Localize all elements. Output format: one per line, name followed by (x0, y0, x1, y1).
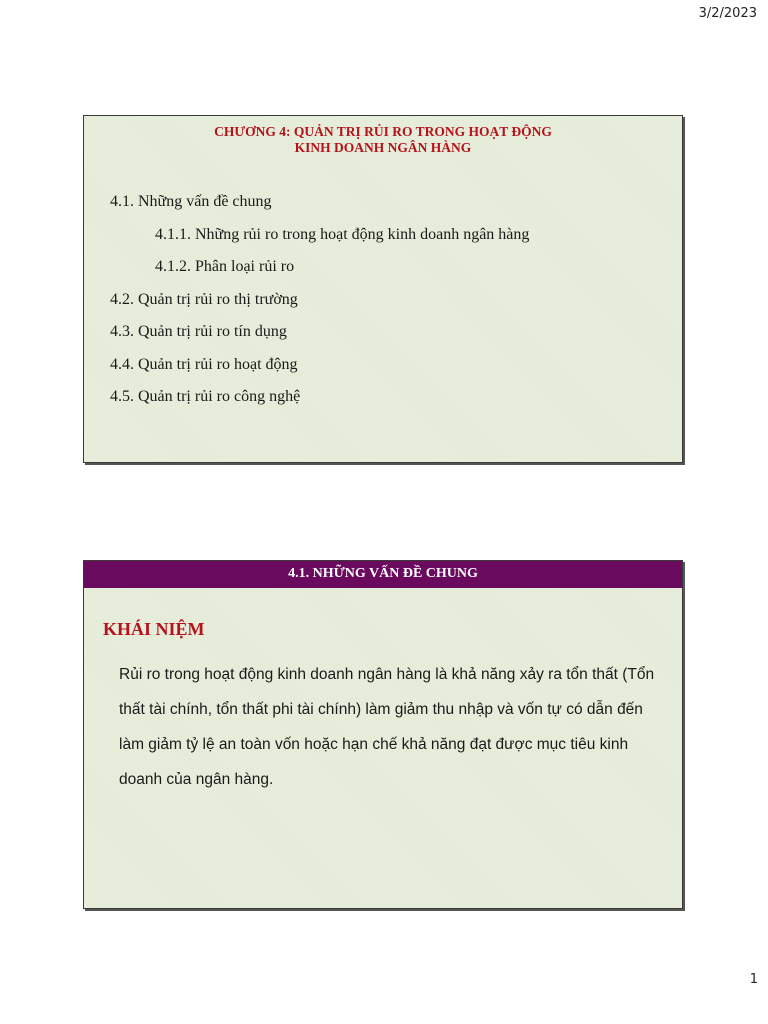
toc-item-4-1-1: 4.1.1. Những rủi ro trong hoạt động kinh doanh ngân hàng (155, 225, 530, 243)
page-number: 1 (749, 972, 758, 987)
table-of-contents (84, 192, 529, 420)
chapter-title-line-2: KINH DOANH NGÂN HÀNG (294, 140, 472, 155)
chapter-title-line-1: CHƯƠNG 4: QUẢN TRỊ RỦI RO TRONG HOẠT ĐỘNG (214, 124, 552, 139)
toc-item-4-3: 4.3. Quản trị rủi ro tín dụng (110, 323, 287, 340)
toc-item-4-2: 4.2. Quản trị rủi ro thị trường (110, 290, 298, 308)
section-title-bar: 4.1. NHỮNG VẤN ĐỀ CHUNG (84, 561, 682, 588)
chapter-title (84, 124, 682, 156)
slide-chapter-overview (83, 115, 683, 463)
toc-item-4-1: 4.1. Những vấn đề chung (110, 193, 272, 210)
toc-item-4-1-2: 4.1.2. Phân loại rủi ro (155, 258, 295, 275)
concept-definition: Rủi ro trong hoạt động kinh doanh ngân hàng là khả năng xảy ra tổn thất (Tổn thất tài chính, tổn thất phi tài chính) làm giảm thu nhập và vốn tự có dẫn đến làm giảm tỷ lệ an toàn vốn hoặc hạn chế khả năng đạt được mục tiêu kinh doanh của ngân hàng. (119, 666, 655, 788)
toc-item-4-5: 4.5. Quản trị rủi ro công nghệ (110, 388, 301, 405)
concept-heading: KHÁI NIỆM (103, 619, 205, 639)
slide-general-issues (83, 560, 683, 909)
page-date: 3/2/2023 (698, 6, 757, 21)
toc-item-4-4: 4.4. Quản trị rủi ro hoạt động (110, 355, 298, 373)
